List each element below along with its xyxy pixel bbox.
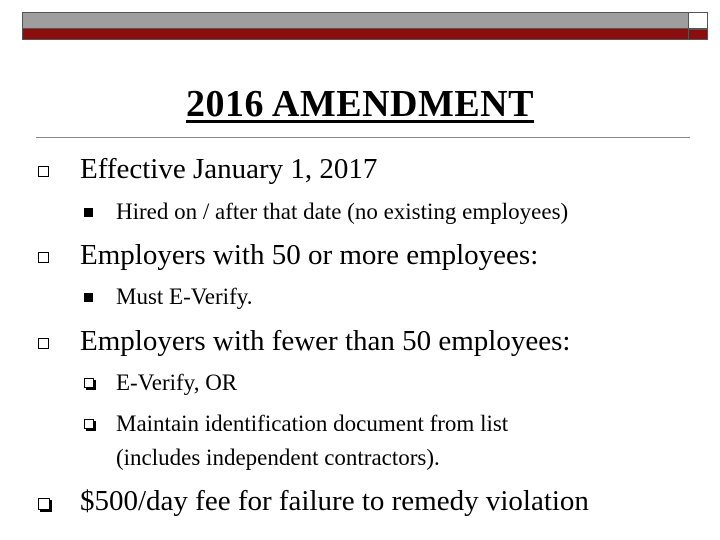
- header-bar-red: [23, 28, 688, 39]
- sub-bullet-continuation-text: (includes independent contractors).: [116, 445, 440, 470]
- title-divider: [36, 137, 690, 138]
- bullet-text: Employers with 50 or more employees:: [80, 239, 539, 271]
- solid-square-icon: [84, 293, 93, 302]
- bullet-text: Employers with fewer than 50 employees:: [80, 325, 571, 357]
- header-bar: [22, 12, 689, 40]
- shadow-square-icon: [84, 378, 94, 388]
- corner-box-bottom: [688, 29, 708, 40]
- sub-bullet-text: Maintain identification document from list: [116, 411, 509, 436]
- shadow-square-icon: [84, 419, 94, 429]
- hollow-square-icon: [38, 252, 49, 263]
- shadow-square-icon: [38, 498, 50, 510]
- sub-bullet-text: Hired on / after that date (no existing employees): [116, 199, 569, 224]
- slide-title: 2016 AMENDMENT: [186, 83, 534, 125]
- bullet-text: Effective January 1, 2017: [80, 153, 378, 185]
- sub-bullet-text: Must E-Verify.: [116, 284, 253, 309]
- sub-bullet-text: E-Verify, OR: [116, 370, 238, 395]
- hollow-square-icon: [38, 338, 49, 349]
- solid-square-icon: [84, 208, 93, 217]
- hollow-square-icon: [38, 166, 49, 177]
- bullet-text: $500/day fee for failure to remedy violation: [80, 485, 589, 517]
- sub-bullet-maintain-id-continuation: [116, 445, 440, 471]
- corner-box-top: [688, 12, 708, 29]
